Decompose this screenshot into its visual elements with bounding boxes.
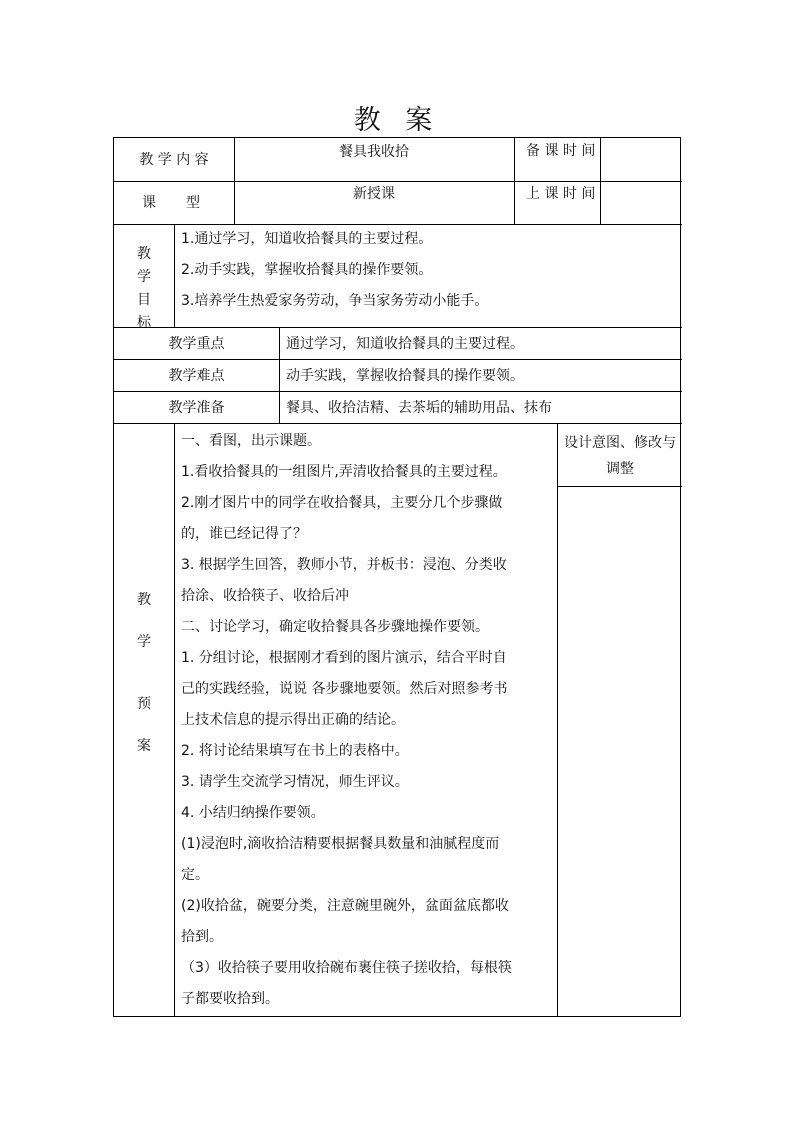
- plan-line: 定。: [181, 867, 209, 883]
- plan-line: 3. 请学生交流学习情况，师生评议。: [181, 774, 409, 790]
- content-label: 教 学 内 容: [139, 152, 209, 168]
- page-title: 教 案: [353, 105, 441, 136]
- plan-line: 己的实践经验，说说 各步骤地要领。然后对照参考书: [181, 681, 508, 697]
- key-point-label: 教学重点: [168, 336, 225, 352]
- difficulty-value: 动手实践，掌握收拾餐具的操作要领。: [286, 368, 524, 384]
- col-divider: [279, 327, 280, 423]
- col-divider: [557, 423, 558, 1017]
- content-value: 餐具我收拾: [339, 144, 409, 160]
- plan-line: 2.刚才图片中的同学在收拾餐具，主要分几个步骤做: [181, 495, 503, 511]
- preparation-value: 餐具、收拾洁精、去茶垢的辅助用品、抹布: [286, 400, 552, 416]
- row-divider: [114, 327, 682, 328]
- plan-line: 上技术信息的提示得出正确的结论。: [181, 712, 405, 728]
- col-divider: [600, 138, 601, 224]
- objectives-label: 教 学 目 标: [137, 246, 151, 331]
- plan-line: 一、看图，出示课题。: [181, 433, 321, 449]
- objective-item: 3.培养学生热爱家务劳动，争当家务劳动小能手。: [181, 293, 489, 309]
- row-divider: [114, 423, 682, 424]
- plan-line: 2. 将讨论结果填写在书上的表格中。: [181, 743, 409, 759]
- class-time-label: 上 课 时 间: [526, 186, 596, 202]
- plan-line: (2)收拾盆，碗要分类，注意碗里碗外，盆面盆底都收: [181, 898, 509, 914]
- plan-line: (1)浸泡时,滴收拾洁精要根据餐具数量和油腻程度而: [181, 836, 500, 852]
- lesson-plan-table: [113, 137, 681, 1017]
- key-point-value: 通过学习，知道收拾餐具的主要过程。: [286, 336, 524, 352]
- plan-line: 1.看收拾餐具的一组图片,弄清收拾餐具的主要过程。: [181, 464, 507, 480]
- plan-line: （3）收拾筷子要用收拾碗布裹住筷子搓收拾，每根筷: [181, 960, 512, 976]
- plan-line: 4. 小结归纳操作要领。: [181, 805, 325, 821]
- type-value: 新授课: [353, 186, 395, 202]
- row-divider: [114, 359, 682, 360]
- plan-line: 1. 分组讨论，根据刚才看到的图片演示，结合平时自: [181, 650, 507, 666]
- row-divider: [114, 391, 682, 392]
- side-header-divider: [557, 486, 682, 487]
- plan-line: 的，谁已经记得了？: [181, 526, 307, 542]
- plan-line: 拾涂、收拾筷子、收拾后冲: [181, 588, 349, 604]
- row-divider: [114, 181, 682, 182]
- objective-item: 1.通过学习，知道收拾餐具的主要过程。: [181, 231, 433, 247]
- objective-item: 2.动手实践，掌握收拾餐具的操作要领。: [181, 262, 433, 278]
- side-header: 设计意图、修改与调整: [564, 435, 676, 477]
- difficulty-label: 教学难点: [168, 368, 225, 384]
- col-divider: [174, 224, 175, 327]
- prep-time-label: 备 课 时 间: [526, 143, 596, 159]
- plan-line: 二、讨论学习，确定收拾餐具各步骤地操作要领。: [181, 619, 489, 635]
- plan-line: 子都要收拾到。: [181, 991, 279, 1007]
- preparation-label: 教学准备: [168, 400, 225, 416]
- plan-line: 3. 根据学生回答，教师小节，并板书：浸泡、分类收: [181, 557, 507, 573]
- plan-label: 教 学 预 案: [137, 592, 151, 754]
- col-divider: [174, 423, 175, 1017]
- type-label: 课 型: [142, 195, 206, 211]
- col-divider: [514, 138, 515, 224]
- plan-line: 拾到。: [181, 929, 223, 945]
